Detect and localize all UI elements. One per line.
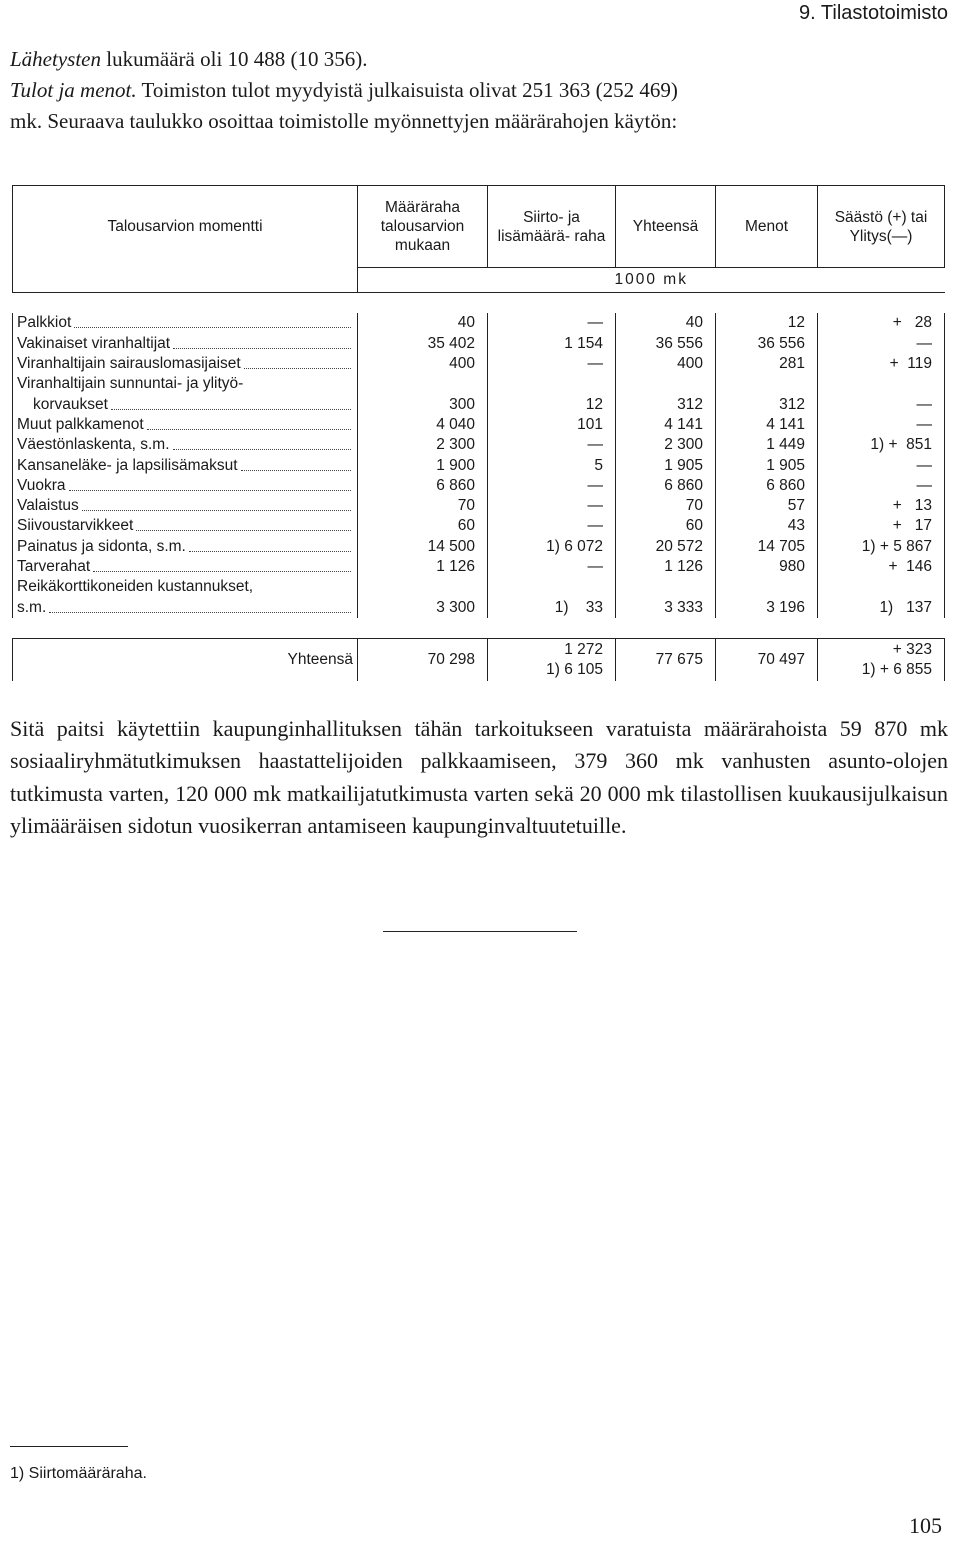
cell-saasto: —: [818, 394, 945, 414]
cell-saasto: [818, 577, 945, 597]
table-row: [13, 557, 945, 577]
cell-maararaha: [358, 374, 488, 394]
cell-saasto: 1) 137: [818, 597, 945, 617]
cell-maararaha: 4 040: [358, 415, 488, 435]
table-row: [13, 455, 945, 475]
cell-saasto: + 119: [818, 354, 945, 374]
row-label: Vakinaiset viranhaltijat: [13, 334, 358, 354]
cell-menot: 12: [716, 313, 818, 333]
row-label: Valaistus: [13, 496, 358, 516]
cell-maararaha: 1 126: [358, 557, 488, 577]
cell-maararaha: 3 300: [358, 597, 488, 617]
cell-menot: 3 196: [716, 597, 818, 617]
cell-menot: 312: [716, 394, 818, 414]
footnote-rule: [10, 1446, 128, 1447]
intro-text: [10, 44, 950, 137]
cell-maararaha: 1 900: [358, 455, 488, 475]
cell-menot: 43: [716, 516, 818, 536]
intro-line-2: Tulot ja menot. Toimiston tulot myydyistä julkaisuista olivat 251 363 (252 469): [10, 78, 678, 102]
total-saasto: + 323 1) + 6 855: [818, 639, 945, 681]
cell-menot: 6 860: [716, 476, 818, 496]
cell-yhteensa: [616, 374, 716, 394]
cell-yhteensa: 40: [616, 313, 716, 333]
cell-saasto: + 13: [818, 496, 945, 516]
row-label: s.m.: [13, 597, 358, 617]
row-label: Kansaneläke- ja lapsilisämaksut: [13, 455, 358, 475]
cell-siirto: 5: [488, 455, 616, 475]
cell-yhteensa: 3 333: [616, 597, 716, 617]
cell-menot: 980: [716, 557, 818, 577]
footnote: 1) Siirtomääräraha.: [10, 1465, 147, 1482]
cell-menot: 1 449: [716, 435, 818, 455]
cell-yhteensa: 70: [616, 496, 716, 516]
total-maararaha: 70 298: [358, 639, 488, 681]
cell-siirto: —: [488, 557, 616, 577]
cell-saasto: —: [818, 334, 945, 354]
table-row: [13, 374, 945, 394]
cell-siirto: —: [488, 476, 616, 496]
cell-maararaha: 60: [358, 516, 488, 536]
row-label: Palkkiot: [13, 313, 358, 333]
intro-line-1: Lähetysten lukumäärä oli 10 488 (10 356).: [10, 47, 368, 71]
cell-saasto: + 28: [818, 313, 945, 333]
cell-siirto: 101: [488, 415, 616, 435]
row-label: Viranhaltijain sunnuntai- ja ylityö-: [13, 374, 358, 394]
table-row: [13, 516, 945, 536]
table-row: [13, 313, 945, 333]
cell-maararaha: 2 300: [358, 435, 488, 455]
table-row: [13, 496, 945, 516]
cell-menot: 4 141: [716, 415, 818, 435]
cell-yhteensa: 2 300: [616, 435, 716, 455]
cell-menot: 1 905: [716, 455, 818, 475]
page-number: 105: [909, 1513, 942, 1538]
row-label: Väestönlaskenta, s.m.: [13, 435, 358, 455]
cell-saasto: —: [818, 455, 945, 475]
col-header-saasto: Säästö (+) tai Ylitys(—): [818, 186, 945, 268]
table-row: [13, 537, 945, 557]
cell-maararaha: 70: [358, 496, 488, 516]
cell-siirto: 1 154: [488, 334, 616, 354]
cell-siirto: 12: [488, 394, 616, 414]
row-label: Viranhaltijain sairauslomasijaiset: [13, 354, 358, 374]
table-row: [13, 394, 945, 414]
cell-yhteensa: 312: [616, 394, 716, 414]
cell-siirto: 1) 6 072: [488, 537, 616, 557]
total-siirto: 1 272 1) 6 105: [488, 639, 616, 681]
separator-rule: [383, 931, 577, 932]
cell-yhteensa: 6 860: [616, 476, 716, 496]
cell-siirto: —: [488, 516, 616, 536]
row-label: Vuokra: [13, 476, 358, 496]
cell-menot: 14 705: [716, 537, 818, 557]
cell-siirto: —: [488, 435, 616, 455]
cell-menot: 36 556: [716, 334, 818, 354]
col-header-menot: Menot: [716, 186, 818, 268]
unit-label: 1000 mk: [358, 268, 945, 293]
body-paragraph: Sitä paitsi käytettiin kaupunginhallituksen tähän tarkoitukseen varatuista määrärahoista 59 870 mk sosiaaliryhmätutkimuksen haastattelijoiden palkkaamiseen, 379 360 mk vanhusten asunto-olojen tutkimusta varten, 120 000 mk matkailijatutkimusta varten sekä 20 000 mk tilastollisen kuukausijulkaisun ylimääräisen sidotun vuosikerran antamiseen kaupunginvaltuutetuille.: [10, 716, 948, 839]
col-header-maararaha: Määräraha talousarvion mukaan: [358, 186, 488, 268]
total-yhteensa: 77 675: [616, 639, 716, 681]
col-header-siirto: Siirto- ja lisämäärä- raha: [488, 186, 616, 268]
cell-maararaha: 6 860: [358, 476, 488, 496]
cell-saasto: + 17: [818, 516, 945, 536]
cell-siirto: 1) 33: [488, 597, 616, 617]
row-label: Siivoustarvikkeet: [13, 516, 358, 536]
row-label: Reikäkorttikoneiden kustannukset,: [13, 577, 358, 597]
cell-menot: 57: [716, 496, 818, 516]
cell-menot: 281: [716, 354, 818, 374]
cell-siirto: —: [488, 354, 616, 374]
intro-line-3: mk. Seuraava taulukko osoittaa toimistolle myönnettyjen määrärahojen käytön:: [10, 109, 678, 133]
table-row: [13, 354, 945, 374]
cell-yhteensa: [616, 577, 716, 597]
cell-yhteensa: 20 572: [616, 537, 716, 557]
col-header-momentti: Talousarvion momentti: [13, 186, 358, 268]
cell-saasto: [818, 374, 945, 394]
table-row: [13, 334, 945, 354]
table-row: [13, 597, 945, 617]
row-label: Muut palkkamenot: [13, 415, 358, 435]
col-header-yhteensa: Yhteensä: [616, 186, 716, 268]
table-row: [13, 435, 945, 455]
cell-saasto: + 146: [818, 557, 945, 577]
row-label: Tarverahat: [13, 557, 358, 577]
total-label: Yhteensä: [13, 639, 358, 681]
cell-maararaha: [358, 577, 488, 597]
cell-yhteensa: 1 905: [616, 455, 716, 475]
cell-yhteensa: 36 556: [616, 334, 716, 354]
cell-siirto: [488, 374, 616, 394]
cell-maararaha: 400: [358, 354, 488, 374]
row-label: Painatus ja sidonta, s.m.: [13, 537, 358, 557]
cell-yhteensa: 4 141: [616, 415, 716, 435]
cell-saasto: —: [818, 415, 945, 435]
table-row: [13, 476, 945, 496]
budget-table: [12, 185, 945, 681]
cell-siirto: —: [488, 496, 616, 516]
cell-menot: [716, 374, 818, 394]
cell-yhteensa: 60: [616, 516, 716, 536]
section-header: 9. Tilastotoimisto: [799, 2, 948, 24]
row-label: korvaukset: [13, 394, 358, 414]
cell-siirto: [488, 577, 616, 597]
cell-yhteensa: 1 126: [616, 557, 716, 577]
cell-saasto: 1) + 851: [818, 435, 945, 455]
cell-saasto: 1) + 5 867: [818, 537, 945, 557]
table-row: [13, 577, 945, 597]
cell-siirto: —: [488, 313, 616, 333]
total-menot: 70 497: [716, 639, 818, 681]
table-row: [13, 415, 945, 435]
cell-maararaha: 35 402: [358, 334, 488, 354]
cell-yhteensa: 400: [616, 354, 716, 374]
cell-maararaha: 300: [358, 394, 488, 414]
cell-maararaha: 40: [358, 313, 488, 333]
cell-saasto: —: [818, 476, 945, 496]
total-row: [13, 639, 945, 681]
cell-menot: [716, 577, 818, 597]
cell-maararaha: 14 500: [358, 537, 488, 557]
